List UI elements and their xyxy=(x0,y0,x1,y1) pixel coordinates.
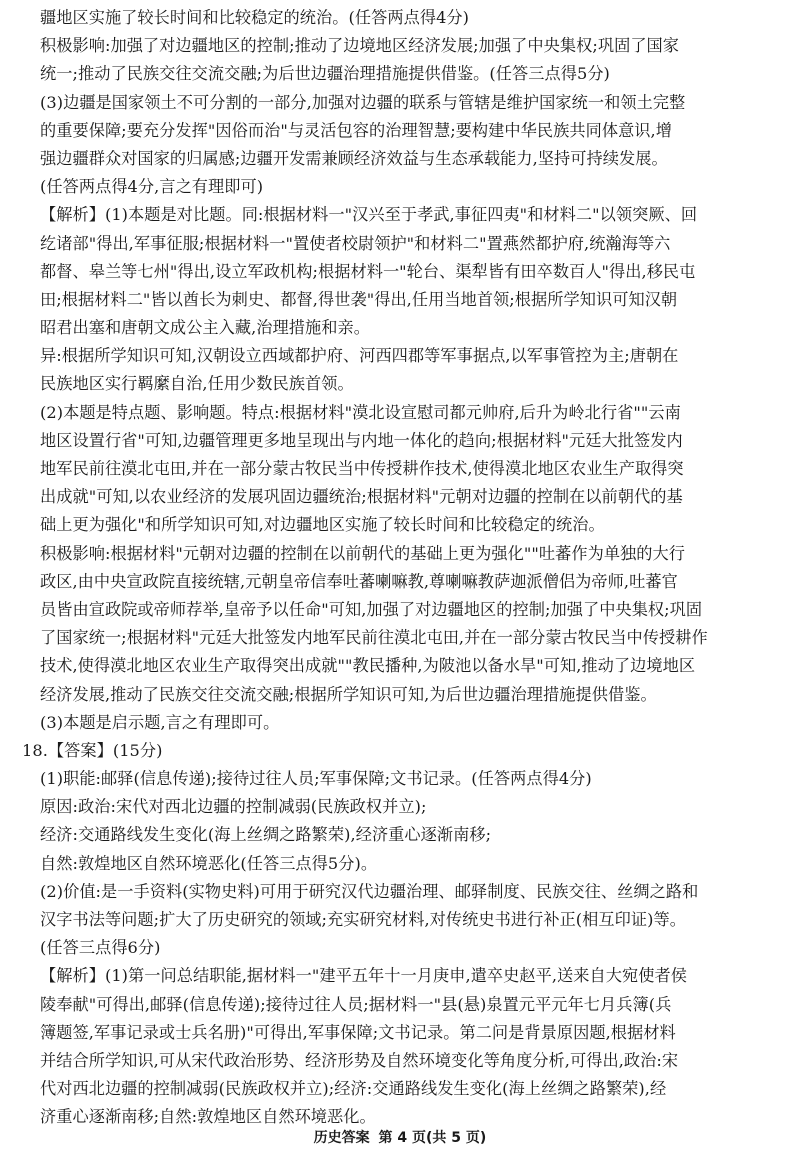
text-line: 出成就"可知,以农业经济的发展巩固边疆统治;根据材料"元朝对边疆的控制在以前朝代的基 xyxy=(40,487,683,507)
text-line: 积极影响:根据材料"元朝对边疆的控制在以前朝代的基础上更为强化""吐蕃作为单独的大行 xyxy=(40,543,686,563)
text-line: (3)边疆是国家领土不可分割的一部分,加强对边疆的联系与管辖是维护国家统一和领土完整 xyxy=(40,92,686,112)
text-line: 纥诸部"得出,军事征服;根据材料一"置使者校尉领护"和材料二"置燕然都护府,统瀚海等六 xyxy=(40,233,671,253)
text-line: 员皆由宣政院或帝师荐举,皇帝予以任命"可知,加强了对边疆地区的控制;加强了中央集权;巩固 xyxy=(40,599,703,619)
text-line: 代对西北边疆的控制减弱(民族政权并立);经济:交通路线发生变化(海上丝绸之路繁荣),经 xyxy=(40,1079,667,1099)
text-line: 地区设置行省"可知,边疆管理更多地呈现出与内地一体化的趋向;根据材料"元廷大批签发内 xyxy=(40,430,683,450)
question-18-heading: 18.【答案】(15分) xyxy=(22,740,163,760)
text-line: 陵奉献"可得出,邮驿(信息传递);接待过往人员;据材料一"县(悬)泉置元平元年七月兵簿(兵 xyxy=(40,994,672,1014)
text-line: 强边疆群众对国家的归属感;边疆开发需兼顾经济效益与生态承载能力,坚持可持续发展。 xyxy=(40,148,668,168)
text-line: (3)本题是启示题,言之有理即可。 xyxy=(40,712,280,732)
text-line: 地军民前往漠北屯田,并在一部分蒙古牧民当中传授耕作技术,使得漠北地区农业生产取得突 xyxy=(40,459,684,478)
text-line: 昭君出塞和唐朝文成公主入藏,治理措施和亲。 xyxy=(40,318,370,338)
text-line: 簿题签,军事记录或士兵名册)"可得出,军事保障;文书记录。第二问是背景原因题,根据材料 xyxy=(40,1022,676,1042)
analysis-heading-line: 【解析】(1)第一问总结职能,据材料一"建平五年十一月庚申,遣卒史赵平,送来自大宛使者侯 xyxy=(40,966,687,986)
text-line: 都督、皋兰等七州"得出,设立军政机构;根据材料一"轮台、渠犁皆有田卒数百人"得出,移民屯 xyxy=(40,261,696,281)
text-line: (1)职能:邮驿(信息传递);接待过往人员;军事保障;文书记录。(任答两点得4分) xyxy=(40,769,592,789)
text-line: 济重心逐渐南移;自然:敦煌地区自然环境恶化。 xyxy=(40,1107,376,1127)
text-line: 经济:交通路线发生变化(海上丝绸之路繁荣),经济重心逐渐南移; xyxy=(40,825,492,845)
text-line: 民族地区实行羁縻自治,任用少数民族首领。 xyxy=(40,374,354,394)
footer-page-number: 第 4 页(共 5 页) xyxy=(378,1130,487,1146)
text-line: 的重要保障;要充分发挥"因俗而治"与灵活包容的治理智慧;要构建中华民族共同体意识,增 xyxy=(40,120,672,140)
answer-document xyxy=(22,4,784,1132)
text-line: (任答两点得4分,言之有理即可) xyxy=(40,177,264,197)
text-line: 汉字书法等问题;扩大了历史研究的领域;充实研究材料,对传统史书进行补正(相互印证)等。 xyxy=(40,910,686,929)
text-line: 原因:政治:宋代对西北边疆的控制减弱(民族政权并立); xyxy=(40,797,427,817)
text-line: 田;根据材料二"皆以酋长为刺史、都督,得世袭"得出,任用当地首领;根据所学知识可知汉朝 xyxy=(40,289,678,309)
text-line: 积极影响:加强了对边疆地区的控制;推动了边境地区经济发展;加强了中央集权;巩固了国家 xyxy=(40,36,680,56)
text-line: (2)本题是特点题、影响题。特点:根据材料"漠北设宣慰司都元帅府,后升为岭北行省""云南 xyxy=(40,402,681,422)
text-line: 疆地区实施了较长时间和比较稳定的统治。(任答两点得4分) xyxy=(40,8,470,27)
text-line: 统一;推动了民族交往交流交融;为后世边疆治理措施提供借鉴。(任答三点得5分) xyxy=(40,64,610,84)
text-line: (2)价值:是一手资料(实物史料)可用于研究汉代边疆治理、邮驿制度、民族交往、丝绸之路和 xyxy=(40,881,699,901)
page-footer xyxy=(0,1127,800,1147)
text-line: 技术,使得漠北地区农业生产取得突出成就""教民播种,为陂池以备水旱"可知,推动了边境地区 xyxy=(40,656,696,676)
analysis-heading-line: 【解析】(1)本题是对比题。同:根据材料一"汉兴至于孝武,事征四夷"和材料二"以领突厥、回 xyxy=(40,205,698,225)
footer-subject: 历史答案 xyxy=(313,1130,370,1146)
text-line: 础上更为强化"和所学知识可知,对边疆地区实施了较长时间和比较稳定的统治。 xyxy=(40,515,605,535)
text-line: 了国家统一;根据材料"元廷大批签发内地军民前往漠北屯田,并在一部分蒙古牧民当中传授耕作 xyxy=(40,628,708,648)
text-line: (任答三点得6分) xyxy=(40,938,161,958)
text-line: 政区,由中央宣政院直接统辖,元朝皇帝信奉吐蕃喇嘛教,尊喇嘛教萨迦派僧侣为帝师,吐蕃官 xyxy=(40,571,678,591)
text-line: 经济发展,推动了民族交往交流交融;根据所学知识可知,为后世边疆治理措施提供借鉴。 xyxy=(40,684,657,704)
text-line: 异:根据所学知识可知,汉朝设立西域都护府、河西四郡等军事据点,以军事管控为主;唐朝在 xyxy=(40,346,679,366)
text-line: 自然:敦煌地区自然环境恶化(任答三点得5分)。 xyxy=(40,853,378,873)
text-line: 并结合所学知识,可从宋代政治形势、经济形势及自然环境变化等角度分析,可得出,政治:宋 xyxy=(40,1050,679,1070)
